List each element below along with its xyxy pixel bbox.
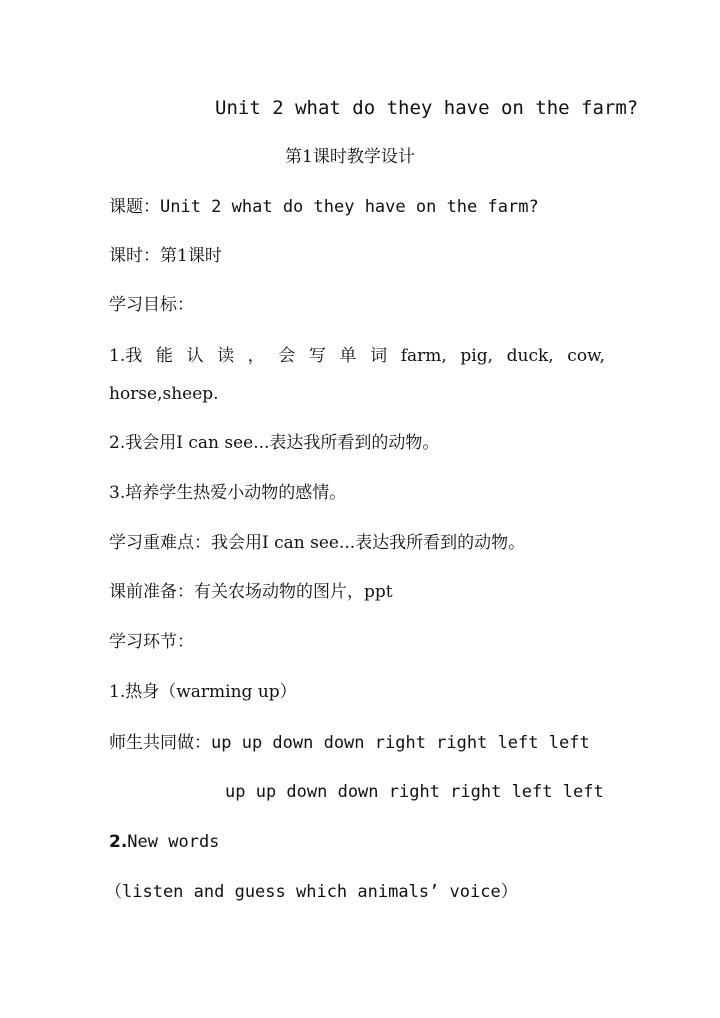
objective-1-line — [109, 344, 605, 368]
step-2-note: （listen and guess which animals’ voice） — [105, 882, 518, 902]
topic-line — [109, 195, 539, 219]
objective-1-word: pig, — [460, 346, 494, 366]
step-1-chant-repeat: up up down down right right left left — [225, 782, 604, 802]
objective-1-continuation: horse,sheep. — [109, 384, 219, 404]
step-1-title: 1.热身（warming up） — [109, 682, 297, 702]
objective-1-word: 1.我 — [109, 346, 143, 366]
step-1-line — [109, 731, 590, 755]
objective-1-word: 写 — [308, 346, 326, 366]
objective-1-word: duck, — [506, 346, 554, 366]
objective-1-word: cow, — [567, 346, 605, 366]
objective-3: 3.培养学生热爱小动物的感情。 — [109, 483, 347, 503]
topic-label: 课题： — [109, 197, 160, 217]
document-subtitle: 第1课时教学设计 — [285, 147, 415, 167]
objective-1-word: 词 — [370, 346, 388, 366]
objective-1-word: 认 — [186, 346, 204, 366]
step-2-number: 2. — [109, 832, 128, 852]
objective-1-word: ， — [247, 346, 265, 366]
objective-1-word: 读 — [217, 346, 235, 366]
key-points: 学习重难点：我会用I can see...表达我所看到的动物。 — [109, 533, 526, 553]
objective-1-word: farm, — [400, 346, 447, 366]
document-title: Unit 2 what do they have on the farm? — [215, 97, 639, 119]
step-1-chant: up up down down right right left left — [211, 733, 590, 753]
topic-value: Unit 2 what do they have on the farm? — [160, 197, 539, 217]
objective-1-word: 单 — [339, 346, 357, 366]
procedure-heading: 学习环节： — [109, 632, 194, 652]
preparation: 课前准备：有关农场动物的图片，ppt — [109, 582, 393, 602]
objective-1-word: 会 — [278, 346, 296, 366]
step-1-label: 师生共同做： — [109, 733, 211, 753]
objective-1-word: 能 — [155, 346, 173, 366]
objectives-heading: 学习目标： — [109, 295, 194, 315]
objective-2: 2.我会用I can see...表达我所看到的动物。 — [109, 433, 440, 453]
step-2-text: New words — [127, 832, 220, 852]
step-2-title — [109, 830, 219, 854]
period-line: 课时：第1课时 — [109, 246, 222, 266]
